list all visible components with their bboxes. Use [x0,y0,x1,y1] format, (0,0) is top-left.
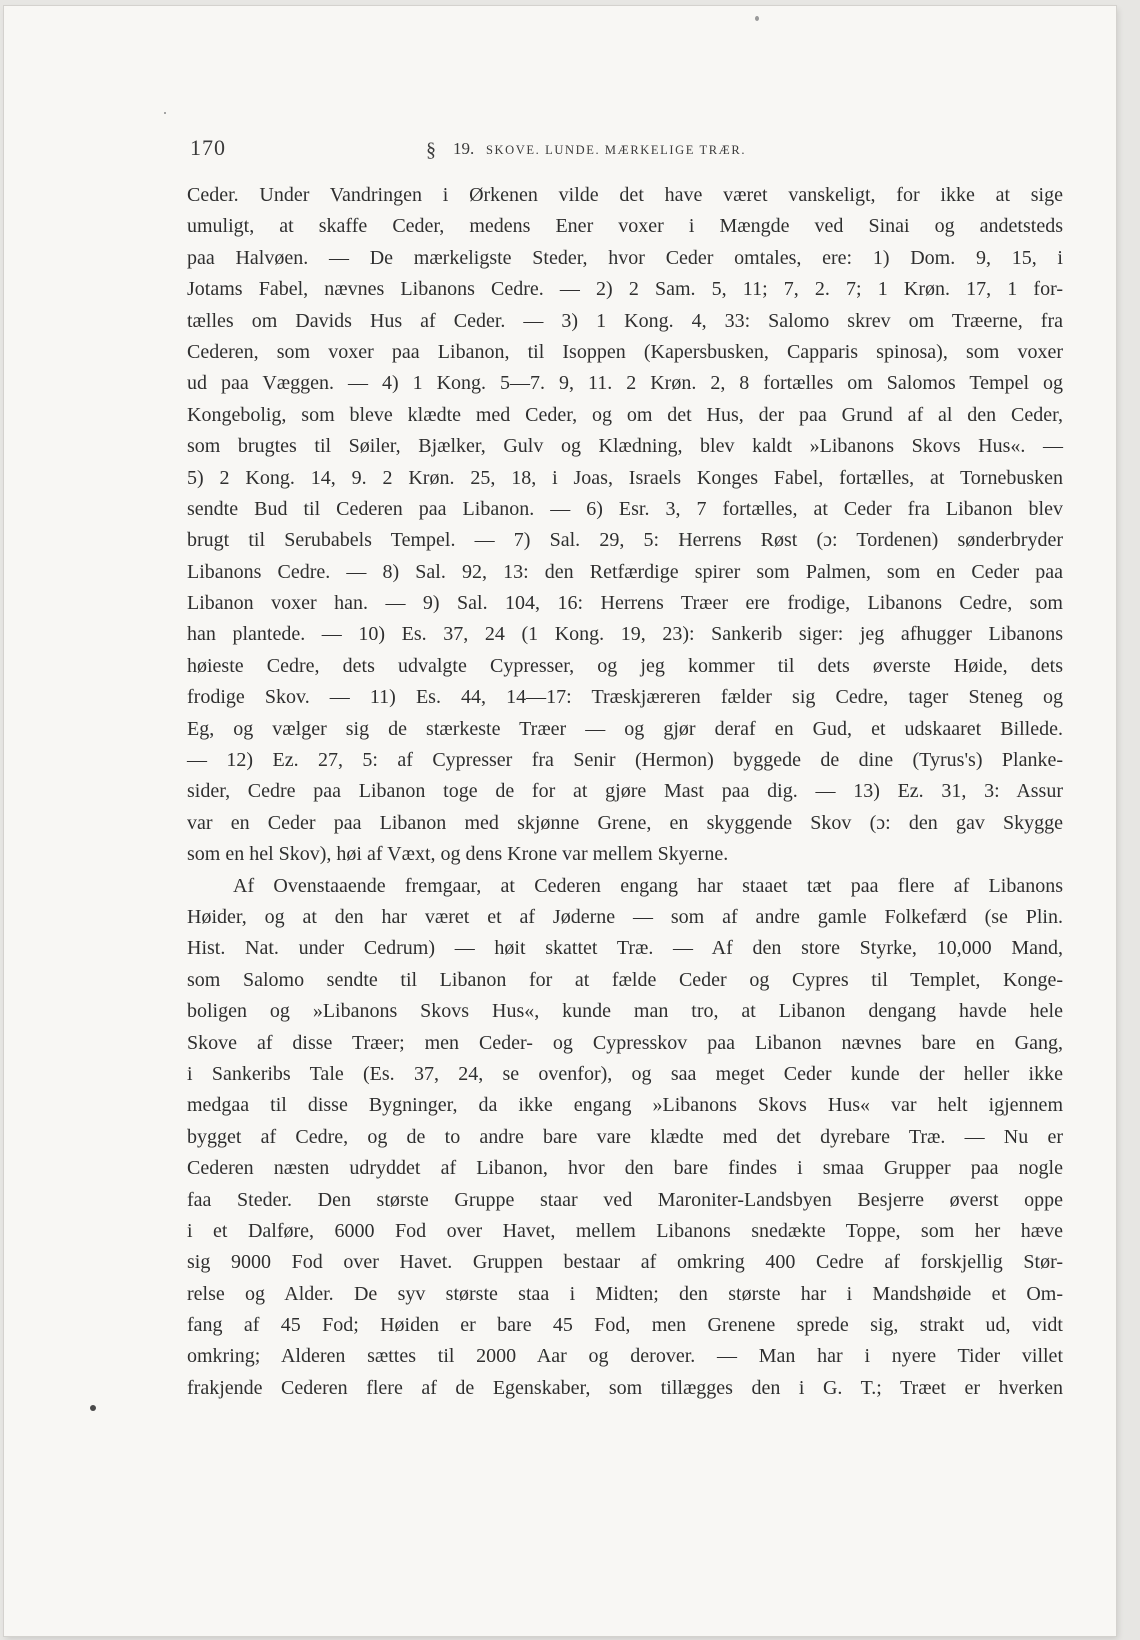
paragraph-start-line: Af Ovenstaaende fremgaar, at Cederen engang har staaet tæt paa flere af Libanons [233,874,1063,897]
section-number: 19. [453,139,475,158]
text-line: Jotams Fabel, nævnes Libanons Cedre. — 2) 2 Sam. 5, 11; 7, 2. 7; 1 Krøn. 17, 1 for- [187,278,1063,301]
text-line: umuligt, at skaffe Ceder, medens Ener voxer i Mængde ved Sinai og andetsteds [187,215,1063,238]
text-line: paa Halvøen. — De mærkeligste Steder, hvor Ceder omtales, ere: 1) Dom. 9, 15, i [187,246,1063,269]
text-line: Libanon voxer han. — 9) Sal. 104, 16: Herrens Træer ere frodige, Libanons Cedre, som [187,592,1063,615]
text-line: boligen og »Libanons Skovs Hus«, kunde man tro, at Libanon dengang havde hele [187,1000,1063,1023]
text-line: Ceder. Under Vandringen i Ørkenen vilde det have været vanskeligt, for ikke at sige [187,184,1063,206]
text-line: — 12) Ez. 27, 5: af Cypresser fra Senir (Hermon) byggede de dine (Tyrus's) Planke- [187,749,1063,772]
paragraph-end-line: som en hel Skov), høi af Væxt, og dens Krone var mellem Skyerne. [187,843,729,866]
text-line: Kongebolig, som bleve klædte med Ceder, og om det Hus, der paa Grund af al den Ceder, [187,403,1063,426]
text-line: Eg, og vælger sig de stærkeste Træer — og gjør deraf en Gud, et udskaaret Billede. [187,717,1063,740]
text-line: brugt til Serubabels Tempel. — 7) Sal. 29, 5: Herrens Røst (ɔ: Tordenen) sønderbryder [187,529,1063,552]
text-line: som Salomo sendte til Libanon for at fælde Ceder og Cypres til Templet, Konge- [187,968,1063,991]
text-line: frodige Skov. — 11) Es. 44, 14—17: Træskjæreren fælder sig Cedre, tager Steneg og [187,686,1063,709]
text-line: som brugtes til Søiler, Bjælker, Gulv og Klædning, blev kaldt »Libanons Skovs Hus«. — [187,435,1063,458]
text-line: Skove af disse Træer; men Ceder- og Cypresskov paa Libanon nævnes bare en Gang, [187,1031,1063,1054]
text-line: i et Dalføre, 6000 Fod over Havet, mellem Libanons snedækte Toppe, som her hæve [187,1219,1063,1242]
text-line: var en Ceder paa Libanon med skjønne Grene, en skyggende Skov (ɔ: den gav Skygge [187,811,1063,834]
text-line: bygget af Cedre, og de to andre bare vare klædte med det dyrebare Træ. — Nu er [187,1125,1063,1148]
text-line: Hist. Nat. under Cedrum) — høit skattet Træ. — Af den store Styrke, 10,000 Mand, [187,937,1063,960]
text-line: Cederen næsten udryddet af Libanon, hvor den bare findes i smaa Grupper paa nogle [187,1157,1063,1180]
body-text [187,180,1063,1404]
text-line: høieste Cedre, dets udvalgte Cypresser, og jeg kommer til dets øverste Høide, dets [187,654,1063,677]
text-line: faa Steder. Den største Gruppe staar ved Maroniter-Landsbyen Besjerre øverst oppe [187,1188,1063,1211]
text-line: i Sankeribs Tale (Es. 37, 24, se ovenfor), og saa meget Ceder kunde der heller ikke [187,1062,1063,1085]
page-number: 170 [190,135,226,160]
text-line: tælles om Davids Hus af Ceder. — 3) 1 Kong. 4, 33: Salomo skrev om Træerne, fra [187,309,1063,332]
text-line: sider, Cedre paa Libanon toge de for at gjøre Mast paa dig. — 13) Ez. 31, 3: Assur [187,780,1063,803]
ink-speck [90,1405,96,1411]
text-line: 5) 2 Kong. 14, 9. 2 Krøn. 25, 18, i Joas, Israels Konges Fabel, fortælles, at Tornebusken [187,466,1063,489]
text-line: medgaa til disse Bygninger, da ikke engang »Libanons Skovs Hus« var helt igjennem [187,1094,1063,1117]
running-header [190,135,1060,165]
running-title: SKOVE. LUNDE. MÆRKELIGE TRÆR. [486,143,747,157]
text-line: Høider, og at den har været et af Jøderne — som af andre gamle Folkefærd (se Plin. [187,905,1063,928]
ink-speck [755,16,759,21]
text-line: sig 9000 Fod over Havet. Gruppen bestaar af omkring 400 Cedre af forskjellig Stør- [187,1251,1063,1274]
text-line: han plantede. — 10) Es. 37, 24 (1 Kong. 19, 23): Sankerib siger: jeg afhugger Libanons [187,623,1063,646]
text-line: sendte Bud til Cederen paa Libanon. — 6) Esr. 3, 7 fortælles, at Ceder fra Libanon blev [187,497,1063,520]
text-line: ud paa Væggen. — 4) 1 Kong. 5—7. 9, 11. 2 Krøn. 2, 8 fortælles om Salomos Tempel og [187,372,1063,395]
text-line: Cederen, som voxer paa Libanon, til Isoppen (Kapersbusken, Capparis spinosa), som voxer [187,340,1063,363]
ink-speck [164,112,166,114]
section-sign: § [426,139,436,161]
text-line: relse og Alder. De syv største staa i Midten; den største har i Mandshøide et Om- [187,1282,1063,1305]
text-line: frakjende Cederen flere af de Egenskaber, som tillægges den i G. T.; Træet er hverken [187,1376,1063,1399]
text-line: omkring; Alderen sættes til 2000 Aar og derover. — Man har i nyere Tider villet [187,1345,1063,1368]
text-line: fang af 45 Fod; Høiden er bare 45 Fod, men Grenene sprede sig, strakt ud, vidt [187,1314,1063,1337]
text-line: Libanons Cedre. — 8) Sal. 92, 13: den Retfærdige spirer som Palmen, som en Ceder paa [187,560,1063,583]
